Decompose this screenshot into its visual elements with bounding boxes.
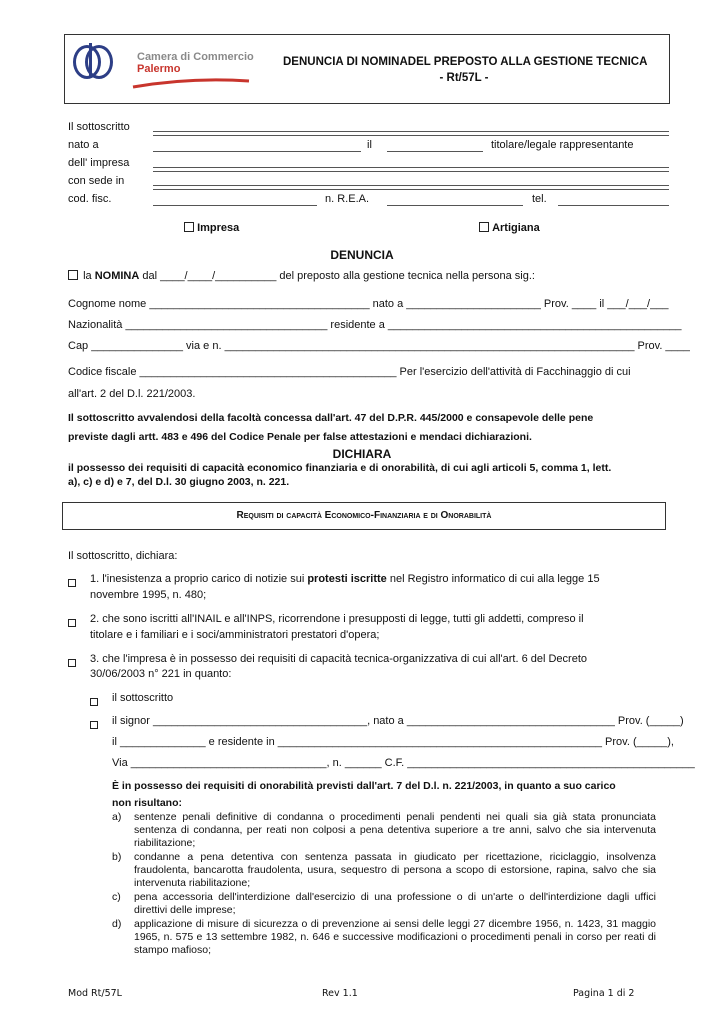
checkbox-impresa[interactable] [184, 222, 194, 232]
label-rea: n. R.E.A. [325, 193, 370, 205]
checkbox-item-2[interactable] [68, 614, 76, 632]
list-label-d: d) [112, 918, 122, 930]
document-title: DENUNCIA DI NOMINADEL PREPOSTO ALLA GESTIONE TECNICA [283, 56, 648, 68]
section-title-box [62, 502, 666, 530]
field-nato-a[interactable] [153, 151, 361, 152]
document-code: - Rt/57L - [439, 72, 489, 84]
label-titolare: titolare/legale rappresentante [491, 139, 634, 151]
dichiara-line-1: il possesso dei requisiti di capacità economico finanziaria e di onorabilità, di cui agli articoli 5, comma 1, lett. [68, 462, 612, 474]
option-artigiana[interactable] [479, 221, 540, 235]
option-artigiana-label: Artigiana [492, 222, 540, 234]
sub-sottoscritto: il sottoscritto [112, 692, 174, 704]
checkbox-item-3[interactable] [68, 654, 76, 672]
field-sede[interactable] [153, 185, 669, 190]
statement-line-2: previste dagli artt. 483 e 496 del Codice Penale per false attestazioni e mendaci dichiarazioni. [68, 431, 532, 443]
onorabilita-line-2: non risultano: [112, 797, 182, 809]
checkbox-nomina[interactable] [68, 270, 78, 280]
checkbox-artigiana[interactable] [479, 222, 489, 232]
statement-line-1: Il sottoscritto avvalendosi della facoltà concessa dall'art. 47 del D.P.R. 445/2000 e consapevole delle pene [68, 412, 594, 424]
sub-signor-line-1[interactable]: il signor ___________________________________, nato a __________________________________ Prov. (_____) [112, 715, 684, 727]
logo-swoosh [131, 71, 251, 91]
option-impresa[interactable] [184, 221, 239, 235]
item-1-line-1 [90, 572, 600, 586]
preposto-row-4[interactable]: Codice fiscale __________________________________________ Per l'esercizio dell'attività di Facchinaggio di cui [68, 366, 631, 378]
field-tel[interactable] [558, 205, 669, 206]
logo-line2: Palermo [137, 63, 181, 75]
nomina-bold: NOMINA [94, 270, 140, 282]
list-text-b: condanne a pena detentiva con sentenza passata in giudicato per ricettazione, riciclaggio, insolvenza fraudolenta, bancarotta fraudolenta, usura, sequestro di persona a scopo di estorsione, rapina, salvo che sia intervenuta riabilitazione; [134, 851, 656, 889]
item-1-line-2: novembre 1995, n. 480; [90, 589, 207, 601]
denuncia-heading: DENUNCIA [330, 248, 394, 262]
label-il: il [367, 139, 372, 151]
footer-mod: Mod Rt/57L [68, 988, 122, 999]
field-cod-fisc[interactable] [153, 205, 317, 206]
header-box [64, 34, 670, 104]
intro-text: Il sottoscritto, dichiara: [68, 550, 178, 562]
section-title: Requisiti di capacità Economico-Finanziaria e di Onorabilità [236, 510, 492, 521]
onorabilita-line-1: È in possesso dei requisiti di onorabilità previsti dall'art. 7 del D.l. n. 221/2003, in quanto a suo carico [112, 780, 616, 792]
label-sede: con sede in [68, 175, 125, 187]
dichiara-line-2: a), c) e d) e 7, del D.l. 30 giugno 2003, n. 221. [68, 476, 290, 488]
item-2-line-1: 2. che sono iscritti all'INAIL e all'INPS, ricorrendone i presupposti di legge, tutti gli addetti, compreso il [90, 613, 584, 625]
preposto-row-1[interactable]: Cognome nome ____________________________________ nato a ______________________ Prov. ____ il ___/___/___ [68, 298, 669, 310]
label-impresa: dell' impresa [68, 157, 130, 169]
list-text-a: sentenze penali definitive di condanna o procedimenti penali pendenti nei quali sia già stata pronunciata sentenza di condanna, per reati non colposi a pena detentiva superiore a tre anni, salvo che sia intervenuta riabilitazione; [134, 811, 656, 849]
item-3-line-1: 3. che l'impresa è in possesso dei requisiti di capacità tecnica-organizzativa di cui all'art. 6 del Decreto [90, 653, 588, 665]
nomina-post: dal ____/____/__________ del preposto alla gestione tecnica nella persona sig.: [139, 270, 535, 282]
nomina-pre: la [83, 270, 95, 282]
preposto-row-5: all'art. 2 del D.l. 221/2003. [68, 388, 196, 400]
label-sottoscritto: Il sottoscritto [68, 121, 130, 133]
checkbox-sub-signor[interactable] [90, 716, 98, 734]
checkbox-item-1[interactable] [68, 574, 76, 592]
field-sottoscritto[interactable] [153, 131, 669, 136]
list-label-a: a) [112, 811, 122, 823]
list-text-c: pena accessoria dell'interdizione dall'esercizio di una professione o di un'arte o dell'interdizione dagli uffici direttivi delle imprese; [134, 891, 656, 916]
field-data-nascita[interactable] [387, 151, 483, 152]
list-text-d: applicazione di misure di sicurezza o di prevenzione ai sensi delle leggi 27 dicembre 1956, n. 1423, 31 maggio 1965, n. 575 e 13 settembre 1982, n. 646 e successive modificazioni o procedimenti penali in corso per reati di stampo mafioso; [134, 918, 656, 956]
label-nato-a: nato a [68, 139, 99, 151]
label-tel: tel. [532, 193, 547, 205]
logo-line1: Camera di Commercio [137, 51, 254, 63]
item-1-bold: protesti iscritte [307, 573, 387, 585]
preposto-row-3[interactable]: Cap _______________ via e n. ___________________________________________________________________ Prov. ____ [68, 340, 690, 352]
dichiara-heading: DICHIARA [332, 447, 392, 461]
item-2-line-2: titolare e i familiari e i soci/amministratori prestatori d'opera; [90, 629, 380, 641]
nomina-line [68, 269, 535, 283]
footer-rev: Rev 1.1 [322, 988, 358, 999]
item-1-post: nel Registro informatico di cui alla legge 15 [386, 573, 600, 585]
sub-signor-line-3[interactable]: Via ________________________________, n. ______ C.F. _______________________________________________ [112, 757, 695, 769]
item-1-pre: 1. l'inesistenza a proprio carico di notizie sui [90, 573, 308, 585]
list-label-c: c) [112, 891, 121, 903]
checkbox-sub-sottoscritto[interactable] [90, 693, 98, 711]
sub-signor-line-2[interactable]: il ______________ e residente in _____________________________________________________ Prov. (_____), [112, 736, 674, 748]
option-impresa-label: Impresa [197, 222, 240, 234]
list-label-b: b) [112, 851, 122, 863]
field-impresa[interactable] [153, 167, 669, 172]
label-cod-fisc: cod. fisc. [68, 193, 112, 205]
preposto-row-2[interactable]: Nazionalità _________________________________ residente a ________________________________________________ [68, 319, 682, 331]
item-3-line-2: 30/06/2003 n° 221 in quanto: [90, 668, 232, 680]
field-rea[interactable] [387, 205, 523, 206]
chamber-logo [73, 41, 113, 81]
footer-page: Pagina 1 di 2 [573, 988, 635, 999]
